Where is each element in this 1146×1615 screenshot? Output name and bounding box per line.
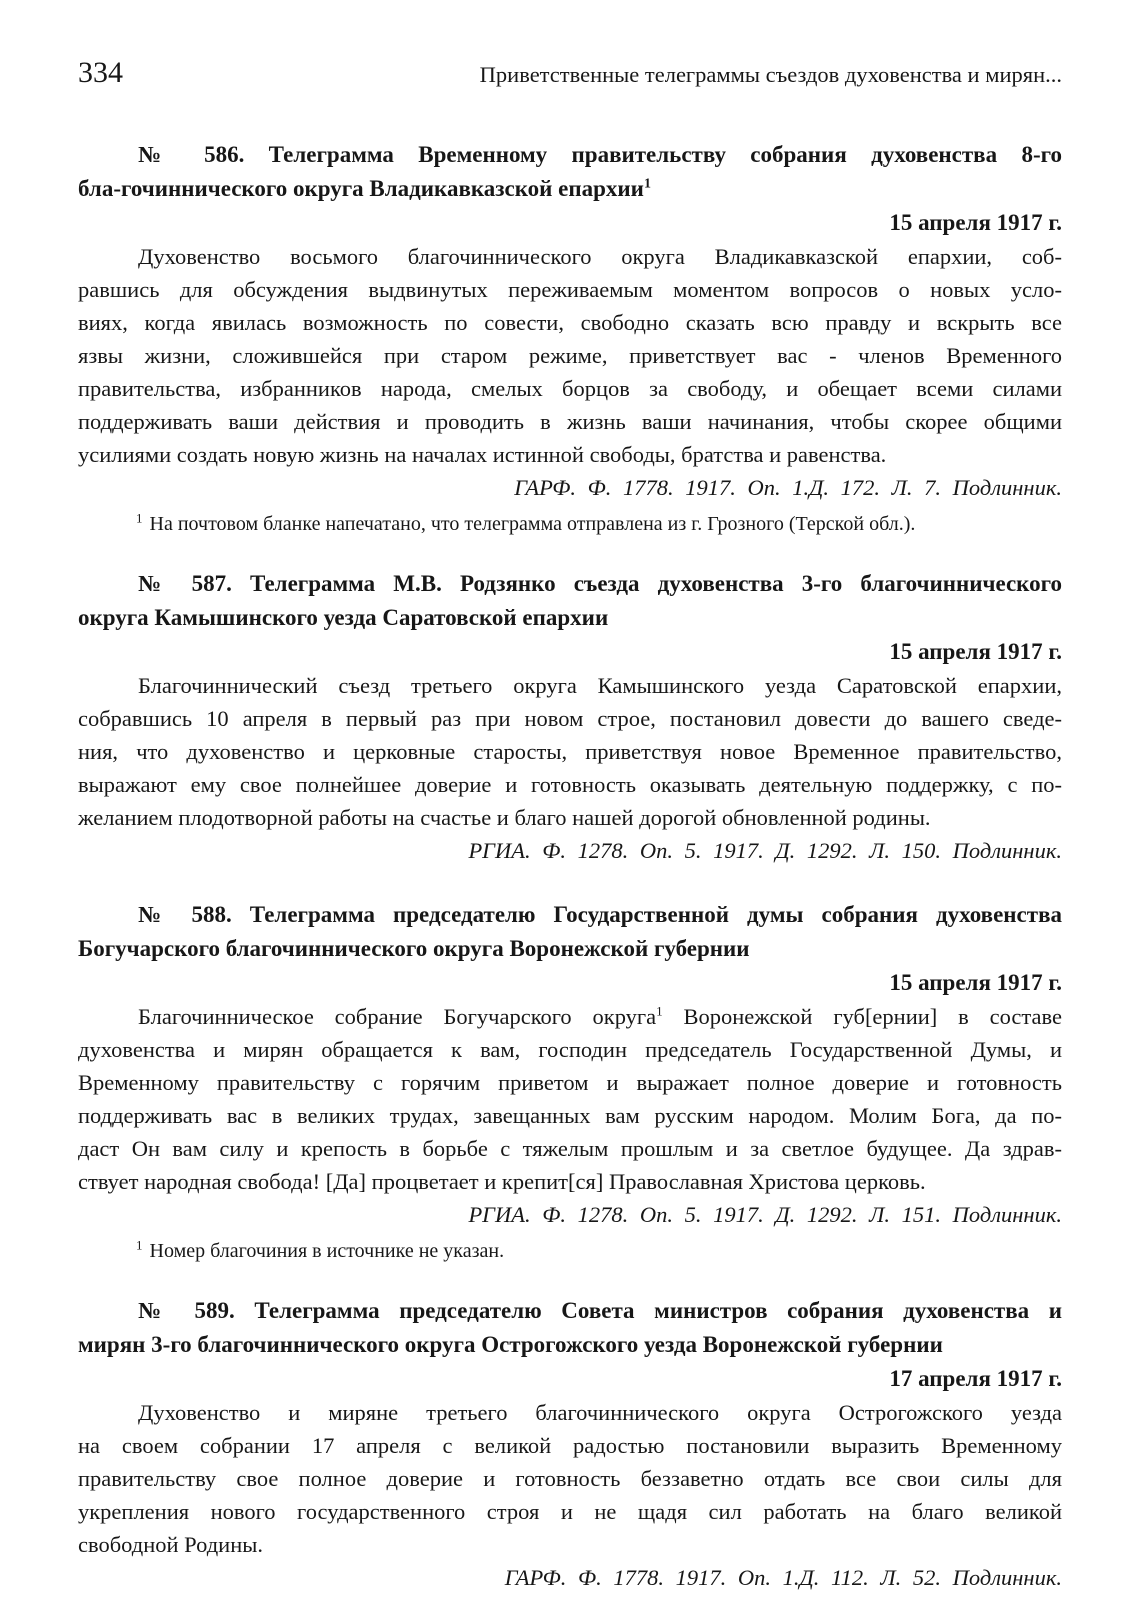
doc-title-line: № 589. Телеграмма председателю Совета министров собрания духовенства и	[138, 1298, 1062, 1323]
archive-citation: ГАРФ. Ф. 1778. 1917. Оп. 1.Д. 112. Л. 52. Подлинник.	[504, 1565, 1062, 1590]
doc-title-line	[78, 172, 1062, 206]
doc-body	[78, 1396, 1062, 1561]
body-line: желанием плодотворной работы на счастье и благо нашей дорогой обновленной родины.	[78, 805, 931, 830]
doc-title	[78, 898, 1062, 966]
running-title: Приветственные телеграммы съездов духовенства и мирян...	[479, 62, 1062, 87]
body-line: Духовенство и миряне третьего благочиннического округа Острогожского уезда	[138, 1400, 1062, 1425]
body-line: собравшись 10 апреля в первый раз при новом строе, постановил довести до вашего сведе-	[78, 706, 1062, 731]
doc-date: 17 апреля 1917 г.	[889, 1366, 1062, 1391]
doc-title-line: № 586. Телеграмма Временному правительству собрания духовенства 8-го	[138, 142, 1062, 167]
doc-body	[78, 240, 1062, 471]
footnote	[78, 1238, 1062, 1264]
body-line: поддерживать ваши действия и проводить в жизнь ваши начинания, чтобы скорее общими	[78, 409, 1062, 434]
doc-title-line: № 587. Телеграмма М.В. Родзянко съезда духовенства 3-го благочиннического	[138, 571, 1062, 596]
body-line: Временному правительству с горячим приветом и выражает полное доверие и готовность	[78, 1070, 1062, 1095]
doc-date: 15 апреля 1917 г.	[889, 210, 1062, 235]
footnote-text: На почтовом бланке напечатано, что телеграмма отправлена из г. Грозного (Терской обл.).	[149, 513, 916, 535]
doc-title-text: бла-гочиннического округа Владикавказской епархии	[78, 176, 644, 201]
doc-title	[78, 567, 1062, 635]
document-entry-587	[78, 567, 1062, 868]
doc-title-line: Богучарского благочиннического округа Воронежской губернии	[78, 936, 750, 961]
footnote	[78, 511, 1062, 537]
archive-citation: РГИА. Ф. 1278. Оп. 5. 1917. Д. 1292. Л. 151. Подлинник.	[468, 1202, 1062, 1227]
doc-date: 15 апреля 1917 г.	[889, 970, 1062, 995]
body-line: выражают ему свое полнейшее доверие и готовность оказывать деятельную поддержку, с по-	[78, 772, 1062, 797]
archive-citation: РГИА. Ф. 1278. Оп. 5. 1917. Д. 1292. Л. 150. Подлинник.	[468, 838, 1062, 863]
body-line: Благочиннический съезд третьего округа Камышинского уезда Саратовской епархии,	[138, 673, 1062, 698]
body-line: ния, что духовенство и церковные старосты, приветствуя новое Временное правительство,	[78, 739, 1062, 764]
doc-body	[78, 669, 1062, 834]
body-line: Духовенство восьмого благочиннического округа Владикавказской епархии, соб-	[138, 244, 1062, 269]
body-line: ствует народная свобода! [Да] процветает и крепит[ся] Православная Христова церковь.	[78, 1169, 926, 1194]
doc-title-line: округа Камышинского уезда Саратовской епархии	[78, 605, 609, 630]
body-line: правительству свое полное доверие и готовность беззаветно отдать все свои силы для	[78, 1466, 1062, 1491]
footnote-text: Номер благочиния в источнике не указан.	[149, 1240, 505, 1262]
doc-title	[78, 1294, 1062, 1362]
body-line	[78, 1000, 1062, 1033]
body-line: на своем собрании 17 апреля с великой радостью постановили выразить Временному	[78, 1433, 1062, 1458]
doc-body	[78, 1000, 1062, 1198]
page-number: 334	[78, 56, 123, 89]
doc-title	[78, 138, 1062, 206]
doc-title-line: мирян 3-го благочиннического округа Острогожского уезда Воронежской губернии	[78, 1332, 943, 1357]
footnote-ref: 1	[643, 176, 651, 192]
page-header	[78, 56, 1062, 92]
body-line: свободной Родины.	[78, 1532, 263, 1557]
body-line: поддерживать вас в великих трудах, завещанных вам русским народом. Молим Бога, да по-	[78, 1103, 1062, 1128]
doc-title-line: № 588. Телеграмма председателю Государственной думы собрания духовенства	[138, 902, 1062, 927]
document-entry-588	[78, 898, 1062, 1264]
body-line: даст Он вам силу и крепость в борьбе с тяжелым прошлым и за светлое будущее. Да здрав-	[78, 1136, 1062, 1161]
document-entry-586	[78, 138, 1062, 537]
body-text: Воронежской губ[ернии] в составе	[662, 1004, 1062, 1029]
body-line: язвы жизни, сложившейся при старом режиме, приветствует вас - членов Временного	[78, 343, 1062, 368]
body-line: правительства, избранников народа, смелых борцов за свободу, и обещает всеми силами	[78, 376, 1062, 401]
footnote-marker: 1	[136, 510, 143, 526]
body-line: усилиями создать новую жизнь на началах истинной свободы, братства и равенства.	[78, 442, 887, 467]
body-line: виях, когда явилась возможность по совести, свободно сказать всю правду и вскрыть все	[78, 310, 1062, 335]
doc-date: 15 апреля 1917 г.	[889, 639, 1062, 664]
footnote-marker: 1	[136, 1237, 143, 1253]
body-line: равшись для обсуждения выдвинутых переживаемым моментом вопросов о новых усло-	[78, 277, 1062, 302]
document-entry-589	[78, 1294, 1062, 1595]
body-line: духовенства и мирян обращается к вам, господин председатель Государственной Думы, и	[78, 1037, 1062, 1062]
body-text: Благочинническое собрание Богучарского округа	[138, 1004, 657, 1029]
footnote-ref: 1	[656, 1003, 663, 1019]
body-line: укрепления нового государственного строя и не щадя сил работать на благо великой	[78, 1499, 1062, 1524]
archive-citation: ГАРФ. Ф. 1778. 1917. Оп. 1.Д. 172. Л. 7. Подлинник.	[514, 475, 1062, 500]
